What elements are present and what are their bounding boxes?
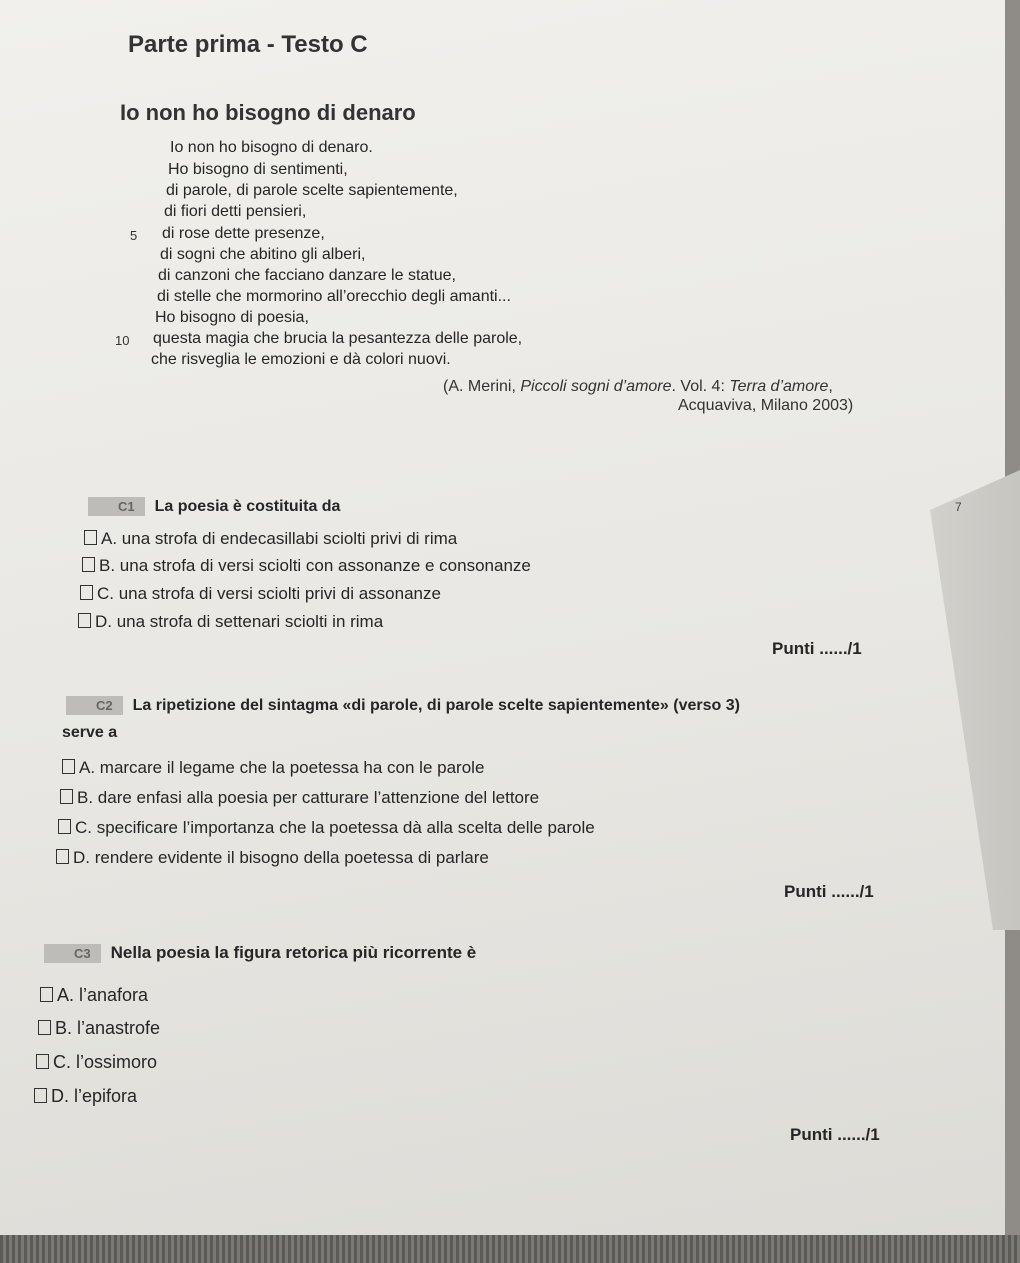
poem-line: di canzoni che facciano danzare le statue, xyxy=(158,267,456,284)
question-code-badge: C2 xyxy=(66,696,123,715)
citation-line-1: (A. Merini, Piccoli sogni d’amore. Vol. 4: Terra d’amore, xyxy=(443,378,833,395)
score-c1: Punti ....../1 xyxy=(772,639,862,658)
poem-line: di rose dette presenze, xyxy=(162,225,325,242)
checkbox[interactable] xyxy=(80,585,93,600)
line-number: 10 xyxy=(115,333,130,348)
checkbox[interactable] xyxy=(58,819,71,834)
poem-line: di stelle che mormorino all’orecchio degli amanti... xyxy=(157,288,511,305)
option-c2-b[interactable]: B. dare enfasi alla poesia per catturare l’attenzione del lettore xyxy=(60,788,539,808)
option-c3-c[interactable]: C. l’ossimoro xyxy=(36,1052,157,1073)
poem-line: di sogni che abitino gli alberi, xyxy=(160,246,366,263)
question-text: Nella poesia la figura retorica più ricorrente è xyxy=(110,943,477,962)
option-c3-b[interactable]: B. l’anastrofe xyxy=(38,1018,160,1039)
checkbox[interactable] xyxy=(84,530,97,545)
score-c2: Punti ....../1 xyxy=(784,882,874,901)
poem-line: questa magia che brucia la pesantezza delle parole, xyxy=(153,330,523,347)
option-c2-a[interactable]: A. marcare il legame che la poetessa ha con le parole xyxy=(62,758,484,778)
question-code-badge: C1 xyxy=(88,497,145,516)
checkbox[interactable] xyxy=(36,1054,49,1069)
poem-line: Ho bisogno di poesia, xyxy=(155,309,309,326)
option-c1-b[interactable]: B. una strofa di versi sciolti con assonanze e consonanze xyxy=(82,556,531,576)
option-c3-d[interactable]: D. l’epifora xyxy=(34,1086,137,1107)
checkbox[interactable] xyxy=(60,789,73,804)
checkbox[interactable] xyxy=(38,1020,51,1035)
checkbox[interactable] xyxy=(78,613,91,628)
table-surface xyxy=(0,1235,1020,1263)
poem-line: Ho bisogno di sentimenti, xyxy=(168,161,348,178)
checkbox[interactable] xyxy=(62,759,75,774)
question-c3 xyxy=(44,943,476,963)
checkbox[interactable] xyxy=(34,1088,47,1103)
section-title: Parte prima - Testo C xyxy=(128,31,368,58)
option-c3-a[interactable]: A. l’anafora xyxy=(40,985,148,1006)
poem-line: che risveglia le emozioni e dà colori nuovi. xyxy=(151,351,451,368)
adjacent-page-number: 7 xyxy=(955,500,962,514)
question-code-badge: C3 xyxy=(44,944,101,963)
poem-line: di fiori detti pensieri, xyxy=(164,203,307,220)
question-c1 xyxy=(88,497,340,516)
poem-title: Io non ho bisogno di denaro xyxy=(120,100,416,125)
score-c3: Punti ....../1 xyxy=(790,1125,880,1144)
question-c2 xyxy=(66,696,740,715)
checkbox[interactable] xyxy=(82,557,95,572)
option-c1-c[interactable]: C. una strofa di versi sciolti privi di assonanze xyxy=(80,584,441,604)
poem-line: Io non ho bisogno di denaro. xyxy=(170,139,373,156)
poem-line: di parole, di parole scelte sapientemente, xyxy=(166,182,458,199)
option-c1-a[interactable]: A. una strofa di endecasillabi sciolti privi di rima xyxy=(84,529,457,549)
question-text: La poesia è costituita da xyxy=(154,498,341,515)
checkbox[interactable] xyxy=(40,987,53,1002)
option-c1-d[interactable]: D. una strofa di settenari sciolti in rima xyxy=(78,612,383,632)
citation-line-2: Acquaviva, Milano 2003) xyxy=(678,397,854,414)
question-text-continued: serve a xyxy=(62,724,118,741)
checkbox[interactable] xyxy=(56,849,69,864)
line-number: 5 xyxy=(130,228,138,243)
question-text: La ripetizione del sintagma «di parole, di parole scelte sapientemente» (verso 3) xyxy=(132,697,740,714)
option-c2-c[interactable]: C. specificare l’importanza che la poetessa dà alla scelta delle parole xyxy=(58,818,595,838)
option-c2-d[interactable]: D. rendere evidente il bisogno della poetessa di parlare xyxy=(56,848,489,868)
